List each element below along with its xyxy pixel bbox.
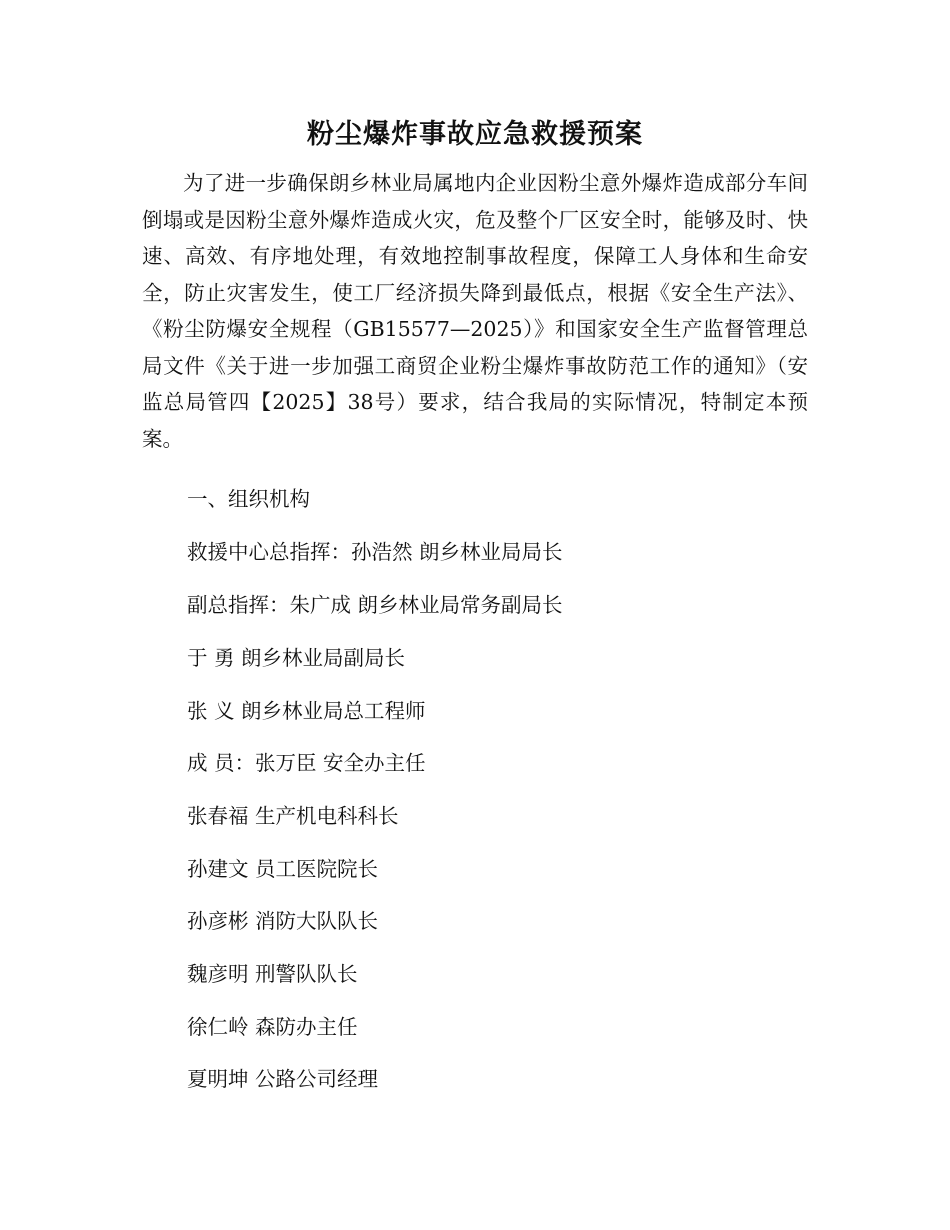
org-line-members: 成 员：张万臣 安全办主任: [187, 751, 426, 775]
org-line-member: 徐仁岭 森防办主任: [187, 1015, 358, 1039]
document-title: 粉尘爆炸事故应急救援预案: [307, 119, 643, 150]
org-line-chief-engineer: 张 义 朗乡林业局总工程师: [187, 699, 426, 723]
org-line-member: 夏明坤 公路公司经理: [187, 1067, 379, 1091]
org-line-commander: 救援中心总指挥：孙浩然 朗乡林业局局长: [187, 540, 563, 564]
intro-paragraph: 为了进一步确保朗乡林业局属地内企业因粉尘意外爆炸造成部分车间倒塌或是因粉尘意外爆炸造成火灾，危及整个厂区安全时，能够及时、快速、高效、有序地处理，有效地控制事故程度，保障工人身体和生命安全，防止灾害发生，使工厂经济损失降到最低点，根据《安全生产法》、《粉尘防爆安全规程（GB15577—2025）》和国家安全生产监督管理总局文件《关于进一步加强工商贸企业粉尘爆炸事故防范工作的通知》（安监总局管四【2025】38号）要求，结合我局的实际情况，特制定本预案。: [142, 171, 808, 451]
org-line-member: 魏彦明 刑警队队长: [187, 962, 358, 986]
org-line-member: 孙彦彬 消防大队队长: [187, 909, 379, 933]
section-heading-organization: 一、组织机构: [187, 487, 310, 511]
org-line-member: 孙建文 员工医院院长: [187, 857, 379, 881]
org-line-deputy-director: 于 勇 朗乡林业局副局长: [187, 646, 406, 670]
org-line-deputy-commander: 副总指挥：朱广成 朗乡林业局常务副局长: [187, 593, 563, 617]
org-line-member: 张春福 生产机电科科长: [187, 804, 399, 828]
